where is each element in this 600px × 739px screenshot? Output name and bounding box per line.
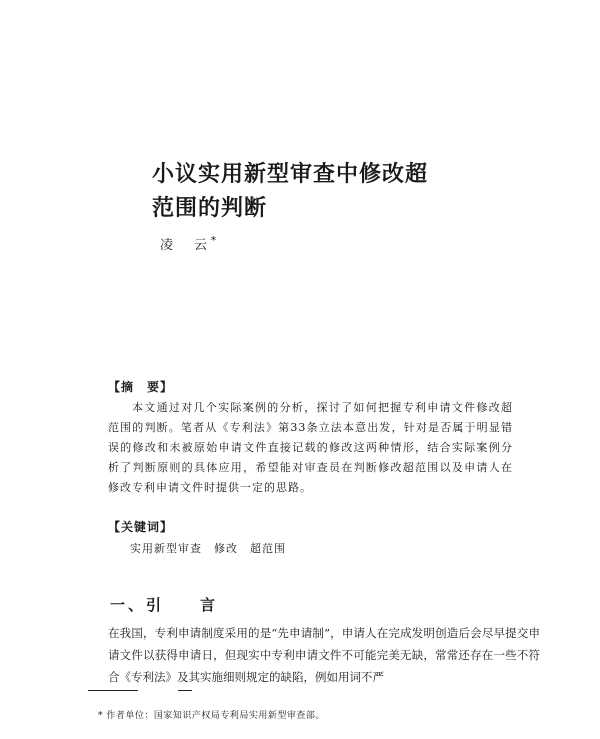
abstract-text: 本文通过对几个实际案例的分析，探讨了如何把握专利申请文件修改超范围的判断。笔者从《专利法》第33条立法本意出发，针对是否属于明显错误的修改和未被原始申请文件直接记载的修改这两种情形，结合实际案例分析了判断原则的具体应用，希望能对审查员在判断修改超范围以及申请人在修改专利申请文件时提供一定的思路。 bbox=[108, 401, 513, 494]
author-footnote-mark: * bbox=[211, 235, 217, 247]
footnote: * 作者单位：国家知识产权局专利局实用新型审查部。 bbox=[98, 711, 325, 721]
body-paragraph: 在我国，专利申请制度采用的是“先申请制”，申请人在完成发明创造后会尽早提交申请文件以获得申请日，但现实中专利申请文件不可能完美无缺，常常还存在一些不符合《专利法》及其实施细则规定的缺陷，例如用词不严 bbox=[108, 626, 540, 684]
section-heading-introduction: 一、引 言 bbox=[110, 596, 219, 614]
article-title-line1: 小议实用新型审查中修改超 bbox=[152, 162, 429, 187]
article-title-line2: 范围的判断 bbox=[152, 196, 268, 221]
keywords-label: 【关键词】 bbox=[108, 520, 174, 534]
abstract-label: 【摘 要】 bbox=[108, 380, 174, 394]
article-title bbox=[152, 158, 472, 226]
footnote-divider-short bbox=[178, 690, 192, 691]
author-name bbox=[160, 234, 216, 253]
keywords-text: 实用新型审查 修改 超范围 bbox=[130, 542, 286, 555]
author-name-text: 凌 云 bbox=[160, 238, 212, 253]
footnote-divider bbox=[88, 690, 138, 691]
